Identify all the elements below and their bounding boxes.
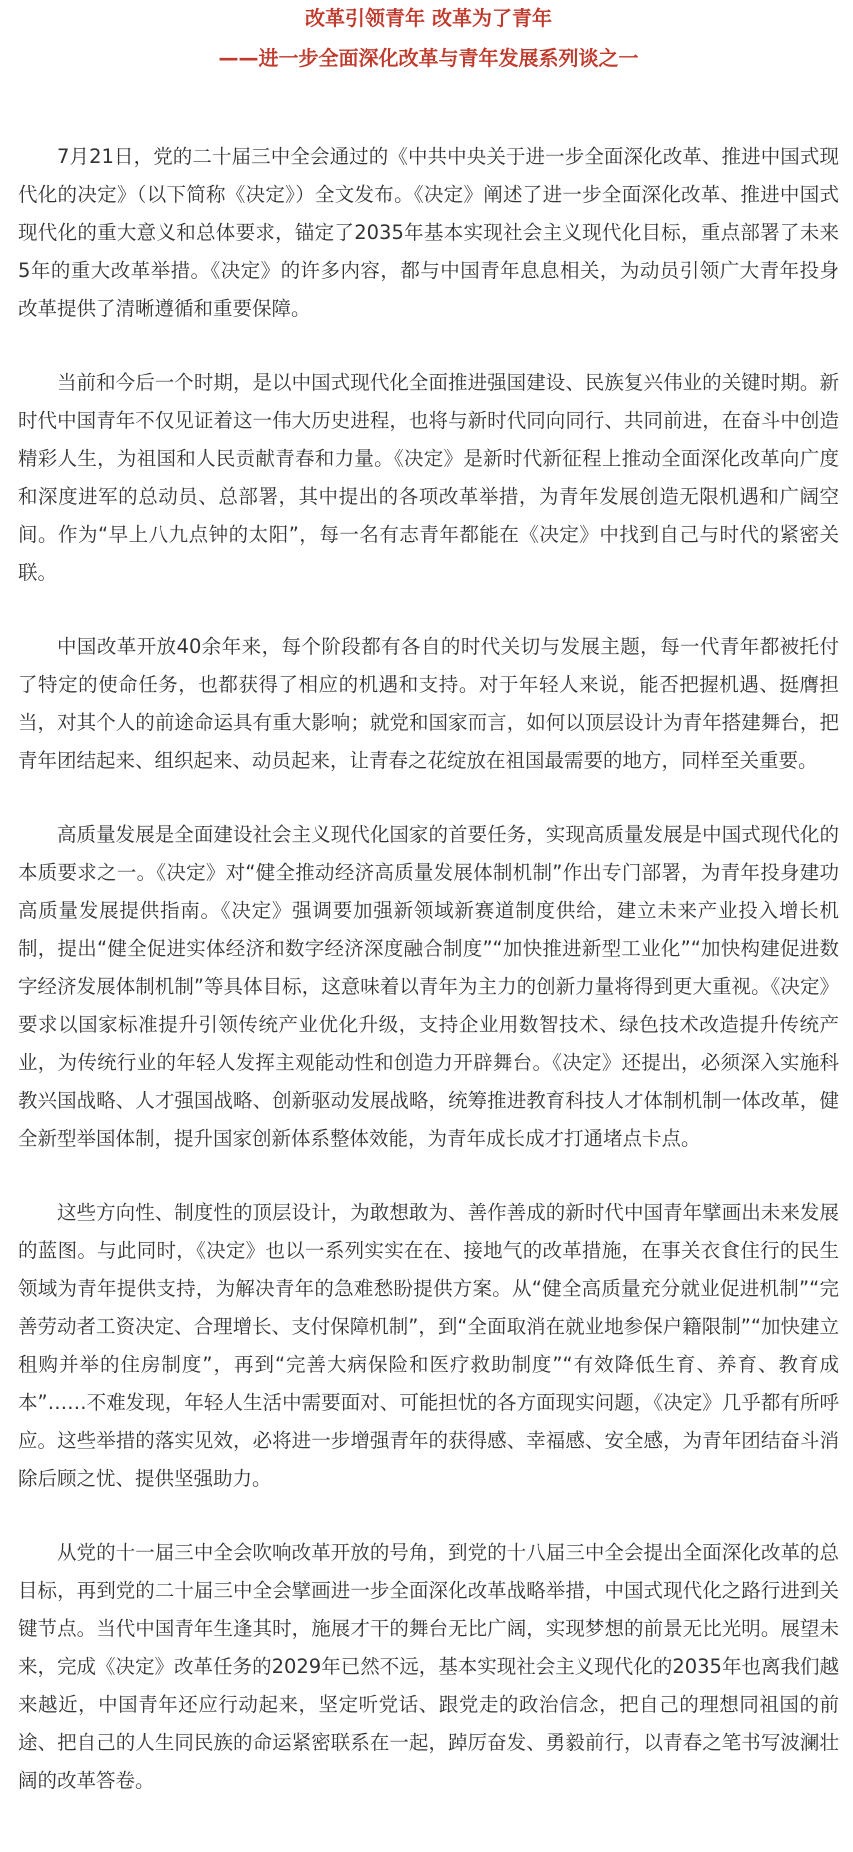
paragraph-2: 当前和今后一个时期，是以中国式现代化全面推进强国建设、民族复兴伟业的关键时期。新时代中国青年不仅见证着这一伟大历史进程，也将与新时代同向同行、共同前进，在奋斗中创造精彩人生，为祖国和人民贡献青春和力量。《决定》是新时代新征程上推动全面深化改革向广度和深度进军的总动员、总部署，其中提出的各项改革举措，为青年发展创造无限机遇和广阔空间。作为“早上八九点钟的太阳”，每一名有志青年都能在《决定》中找到自己与时代的紧密关联。 bbox=[18, 371, 839, 584]
paragraph-4: 高质量发展是全面建设社会主义现代化国家的首要任务，实现高质量发展是中国式现代化的本质要求之一。《决定》对“健全推动经济高质量发展体制机制”作出专门部署，为青年投身建功高质量发展提供指南。《决定》强调要加强新领域新赛道制度供给，建立未来产业投入增长机制，提出“健全促进实体经济和数字经济深度融合制度”“加快推进新型工业化”“加快构建促进数字经济发展体制机制”等具体目标，这意味着以青年为主力的创新力量将得到更大重视。《决定》要求以国家标准提升引领传统产业优化升级，支持企业用数智技术、绿色技术改造提升传统产业，为传统行业的年轻人发挥主观能动性和创造力开辟舞台。《决定》还提出，必须深入实施科教兴国战略、人才强国战略、创新驱动发展战略，统筹推进教育科技人才体制机制一体改革，健全新型举国体制，提升国家创新体系整体效能，为青年成长成才打通堵点卡点。 bbox=[18, 823, 839, 1150]
paragraph-1: 7月21日，党的二十届三中全会通过的《中共中央关于进一步全面深化改革、推进中国式现代化的决定》（以下简称《决定》）全文发布。《决定》阐述了进一步全面深化改革、推进中国式现代化的重大意义和总体要求，锚定了2035年基本实现社会主义现代化目标，重点部署了未来5年的重大改革举措。《决定》的许多内容，都与中国青年息息相关，为动员引领广大青年投身改革提供了清晰遵循和重要保障。 bbox=[18, 145, 839, 320]
article-body bbox=[18, 138, 839, 1800]
paragraph-5: 这些方向性、制度性的顶层设计，为敢想敢为、善作善成的新时代中国青年擘画出未来发展的蓝图。与此同时，《决定》也以一系列实实在在、接地气的改革措施，在事关衣食住行的民生领域为青年提供支持，为解决青年的急难愁盼提供方案。从“健全高质量充分就业促进机制”“完善劳动者工资决定、合理增长、支付保障机制”，到“全面取消在就业地参保户籍限制”“加快建立租购并举的住房制度”，再到“完善大病保险和医疗救助制度”“有效降低生育、养育、教育成本”……不难发现，年轻人生活中需要面对、可能担忧的各方面现实问题，《决定》几乎都有所呼应。这些举措的落实见效，必将进一步增强青年的获得感、幸福感、安全感，为青年团结奋斗消除后顾之忧、提供坚强助力。 bbox=[18, 1201, 839, 1490]
paragraph-6: 从党的十一届三中全会吹响改革开放的号角，到党的十八届三中全会提出全面深化改革的总目标，再到党的二十届三中全会擘画进一步全面深化改革战略举措，中国式现代化之路行进到关键节点。当代中国青年生逢其时，施展才干的舞台无比广阔，实现梦想的前景无比光明。展望未来，完成《决定》改革任务的2029年已然不远，基本实现社会主义现代化的2035年也离我们越来越近，中国青年还应行动起来，坚定听党话、跟党走的政治信念，把自己的理想同祖国的前途、把自己的人生同民族的命运紧密联系在一起，踔厉奋发、勇毅前行，以青春之笔书写波澜壮阔的改革答卷。 bbox=[18, 1541, 839, 1792]
paragraph-3: 中国改革开放40余年来，每个阶段都有各自的时代关切与发展主题，每一代青年都被托付了特定的使命任务，也都获得了相应的机遇和支持。对于年轻人来说，能否把握机遇、挺膺担当，对其个人的前途命运具有重大影响；就党和国家而言，如何以顶层设计为青年搭建舞台，把青年团结起来、组织起来、动员起来，让青春之花绽放在祖国最需要的地方，同样至关重要。 bbox=[18, 635, 839, 772]
article-subtitle: ——进一步全面深化改革与青年发展系列谈之一 bbox=[218, 46, 639, 70]
article-title: 改革引领青年 改革为了青年 bbox=[305, 6, 552, 30]
